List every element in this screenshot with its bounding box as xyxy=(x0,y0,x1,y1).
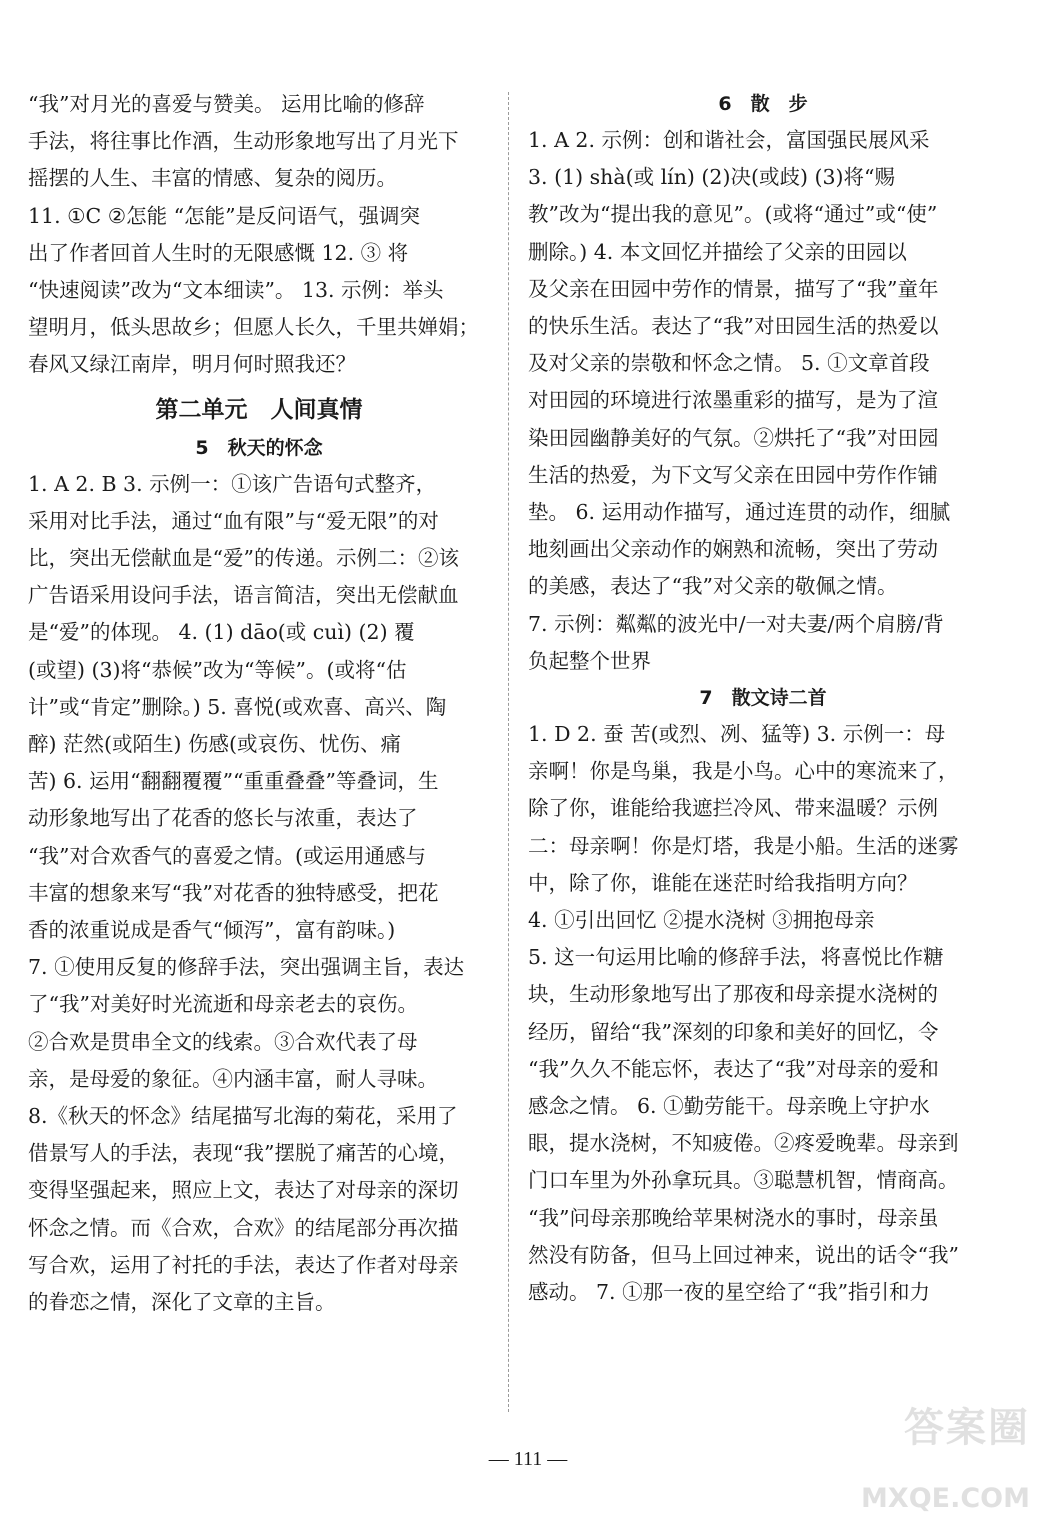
text-line: 经历，留给“我”深刻的印象和美好的回忆，令 xyxy=(528,1019,939,1044)
text-line: 二：母亲啊！你是灯塔，我是小船。生活的迷雾 xyxy=(528,833,959,858)
text-line: “我”久久不能忘怀，表达了“我”对母亲的爱和 xyxy=(528,1056,939,1081)
text-line: 染田园幽静美好的气氛。②烘托了“我”对田园 xyxy=(528,425,939,450)
text-line: 丰富的想象来写“我”对花香的独特感受，把花 xyxy=(28,880,439,905)
text-line: 1. D 2. 蚕 苦(或烈、冽、猛等) 3. 示例一：母 xyxy=(528,722,946,747)
text-line: 望明月，低头思故乡；但愿人长久，千里共婵娟； xyxy=(28,315,479,340)
text-line: 对田园的环境进行浓墨重彩的描写，是为了渲 xyxy=(528,388,938,413)
text-line: 出了作者回首人生时的无限感慨 12. ③ 将 xyxy=(28,240,409,265)
text-line: 的美感，表达了“我”对父亲的敬佩之情。 xyxy=(528,574,898,599)
text-line: 借景写人的手法，表现“我”摆脱了痛苦的心境， xyxy=(28,1141,459,1166)
text-line: 眼，提水浇树，不知疲倦。②疼爱晚辈。母亲到 xyxy=(528,1131,959,1156)
text-line: 8.《秋天的怀念》结尾描写北海的菊花，采用了 xyxy=(28,1104,458,1129)
text-line: 1. A 2. 示例：创和谐社会，富国强民展风采 xyxy=(528,128,930,152)
text-line: 删除。) 4. 本文回忆并描绘了父亲的田园以 xyxy=(528,239,907,264)
text-line: 5. 这一句运用比喻的修辞手法，将喜悦比作糖 xyxy=(528,945,944,970)
lesson-7-answers xyxy=(528,716,998,1311)
text-line: 动形象地写出了花香的悠长与浓重，表达了 xyxy=(28,806,418,831)
text-line: 4. ①引出回忆 ②提水浇树 ③拥抱母亲 xyxy=(528,908,875,933)
text-line: 然没有防备，但马上回过神来，说出的话令“我” xyxy=(528,1242,959,1267)
text-line: 11. ①C ②怎能 “怎能”是反问语气，强调突 xyxy=(28,203,421,228)
text-line: 及父亲在田园中劳作的情景，描写了“我”童年 xyxy=(528,276,939,301)
text-line: 1. A 2. B 3. 示例一：①该广告语句式整齐， xyxy=(28,471,437,496)
text-line: 醉) 茫然(或陌生) 伤感(或哀伤、忧伤、痛 xyxy=(28,732,402,757)
text-line: 是“爱”的体现。 4. (1) dāo(或 cuì) (2) 覆 xyxy=(28,620,415,645)
unit-title: 第二单元 人间真情 xyxy=(155,396,363,423)
text-line: 7. 示例：粼粼的波光中/一对夫妻/两个肩膀/背 xyxy=(528,611,944,636)
text-line: 生活的热爱，为下文写父亲在田园中劳作作铺 xyxy=(528,462,938,487)
text-line: 春风又绿江南岸，明月何时照我还？ xyxy=(28,352,356,377)
text-line: 门口车里为外孙拿玩具。③聪慧机智，情商高。 xyxy=(528,1168,959,1193)
text-line: 了“我”对美好时光流逝和母亲老去的哀伤。 xyxy=(28,992,418,1017)
text-line: “我”问母亲那晚给苹果树浇水的事时，母亲虽 xyxy=(528,1205,939,1230)
right-column xyxy=(528,86,998,1311)
watermark-logo xyxy=(860,1396,1030,1514)
text-line: 除了你，谁能给我遮拦冷风、带来温暖？示例 xyxy=(528,796,938,821)
watermark-logo-text: 答案圈 xyxy=(904,1405,1030,1451)
text-line: 香的浓重说成是香气“倾泻”，富有韵味。) xyxy=(28,918,396,943)
text-line: 块，生动形象地写出了那夜和母亲提水浇树的 xyxy=(528,982,938,1007)
text-line: 亲，是母爱的象征。④内涵丰富，耐人寻味。 xyxy=(28,1066,438,1091)
column-divider xyxy=(508,92,509,1412)
text-line: 的快乐生活。表达了“我”对田园生活的热爱以 xyxy=(528,314,939,339)
text-line: 摇摆的人生、丰富的情感、复杂的阅历。 xyxy=(28,166,397,191)
left-column xyxy=(28,86,490,1321)
text-line: 3. (1) shà(或 lín) (2)决(或歧) (3)将“赐 xyxy=(528,165,895,190)
text-line: (或望) (3)将“恭候”改为“等候”。(或将“估 xyxy=(28,657,407,682)
text-line: 7. ①使用反复的修辞手法，突出强调主旨，表达 xyxy=(28,955,465,980)
text-line: 感动。 7. ①那一夜的星空给了“我”指引和力 xyxy=(528,1280,931,1305)
text-line: ②合欢是贯串全文的线索。③合欢代表了母 xyxy=(28,1029,418,1054)
lesson-6-answers xyxy=(528,122,998,680)
page-number: — 111 — xyxy=(488,1448,568,1470)
lesson-title-6: 6 散 步 xyxy=(718,93,808,115)
text-line: 怀念之情。而《合欢，合欢》的结尾部分再次描 xyxy=(28,1215,459,1240)
text-line: 负起整个世界 xyxy=(528,648,651,673)
lesson-5-answers xyxy=(28,466,490,1322)
text-line: 及对父亲的崇敬和怀念之情。 5. ①文章首段 xyxy=(528,351,930,376)
lesson-title-5: 5 秋天的怀念 xyxy=(195,436,323,459)
text-line: 广告语采用设问手法，语言简洁，突出无偿献血 xyxy=(28,583,459,608)
text-line: 中，除了你，谁能在迷茫时给我指明方向？ xyxy=(528,870,918,895)
text-line: 的眷恋之情，深化了文章的主旨。 xyxy=(28,1290,336,1315)
text-line: 计”或“肯定”删除。) 5. 喜悦(或欢喜、高兴、陶 xyxy=(28,694,447,719)
text-line: 感念之情。 6. ①勤劳能干。母亲晚上守护水 xyxy=(528,1094,930,1119)
watermark-url: MXQE.COM xyxy=(861,1483,1030,1514)
text-line: 教”改为“提出我的意见”。(或将“通过”或“使” xyxy=(528,202,938,227)
text-line: 手法，将往事比作酒，生动形象地写出了月光下 xyxy=(28,129,459,154)
lesson-title-7: 7 散文诗二首 xyxy=(699,687,827,710)
text-line: “我”对合欢香气的喜爱之情。(或运用通感与 xyxy=(28,843,426,868)
text-line: “我”对月光的喜爱与赞美。 运用比喻的修辞 xyxy=(28,92,425,116)
text-line: 亲啊！你是鸟巢，我是小鸟。心中的寒流来了， xyxy=(528,759,959,784)
text-line: 地刻画出父亲动作的娴熟和流畅，突出了劳动 xyxy=(528,537,938,562)
text-line: 变得坚强起来，照应上文，表达了对母亲的深切 xyxy=(28,1178,459,1203)
text-line: “快速阅读”改为“文本细读”。 13. 示例：举头 xyxy=(28,278,444,303)
intro-answers xyxy=(28,86,490,384)
text-line: 垫。 6. 运用动作描写，通过连贯的动作，细腻 xyxy=(528,500,951,525)
text-line: 采用对比手法，通过“血有限”与“爱无限”的对 xyxy=(28,508,439,533)
text-line: 比，突出无偿献血是“爱”的传递。示例二：②该 xyxy=(28,546,459,571)
text-line: 苦) 6. 运用“翻翻覆覆”“重重叠叠”等叠词，生 xyxy=(28,769,439,794)
text-line: 写合欢，运用了衬托的手法，表达了作者对母亲 xyxy=(28,1252,459,1277)
